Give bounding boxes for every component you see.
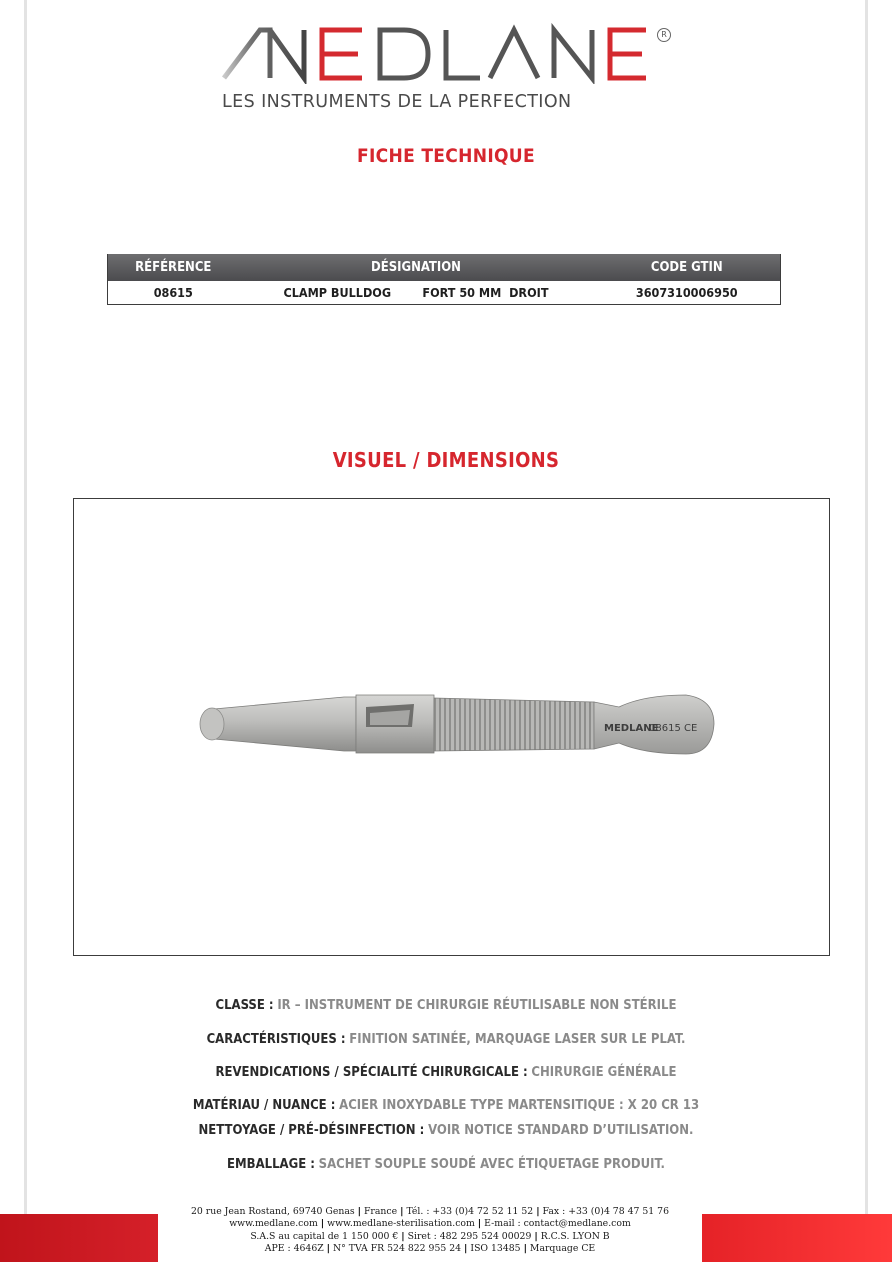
visuel-dimensions-title: VISUEL / DIMENSIONS bbox=[332, 448, 560, 472]
website-link[interactable]: www.medlane.com bbox=[229, 1218, 318, 1230]
footer-red-bar-left bbox=[0, 1214, 158, 1262]
email-link[interactable]: E-mail : contact@medlane.com bbox=[484, 1218, 631, 1230]
company-footer bbox=[158, 1206, 702, 1255]
spec-revendications: REVENDICATIONS / SPÉCIALITÉ CHIRURGICALE : CHIRURGIE GÉNÉRALE bbox=[215, 1065, 677, 1080]
cell-gtin: 3607310006950 bbox=[594, 281, 781, 305]
bulldog-clamp-image bbox=[74, 499, 829, 955]
fiche-technique-title: FICHE TECHNIQUE bbox=[357, 145, 535, 167]
cell-designation: CLAMP BULLDOG FORT 50 MM DROIT bbox=[239, 281, 594, 305]
engraving-brand: MEDLANE bbox=[604, 723, 659, 734]
table-header-row bbox=[108, 254, 781, 281]
medlane-wordmark bbox=[222, 22, 652, 84]
reference-table bbox=[107, 254, 781, 305]
footer-registration-line: APE : 4646Z | N° TVA FR 524 822 955 24 | ISO 13485 | Marquage CE bbox=[264, 1242, 596, 1254]
footer-red-bar-right bbox=[702, 1214, 892, 1262]
sterilisation-website-link[interactable]: www.medlane-sterilisation.com bbox=[327, 1218, 475, 1230]
spec-nettoyage: NETTOYAGE / PRÉ-DÉSINFECTION : VOIR NOTICE STANDARD D’UTILISATION. bbox=[198, 1123, 694, 1138]
spec-emballage: EMBALLAGE : SACHET SOUPLE SOUDÉ AVEC ÉTIQUETAGE PRODUIT. bbox=[227, 1157, 665, 1172]
header-reference: RÉFÉRENCE bbox=[108, 254, 239, 281]
registered-mark: R bbox=[657, 28, 671, 42]
footer-web-line: www.medlane.com | www.medlane-sterilisation.com | E-mail : contact@medlane.com bbox=[229, 1218, 631, 1230]
brand-tagline: LES INSTRUMENTS DE LA PERFECTION bbox=[222, 92, 572, 112]
header-designation: DÉSIGNATION bbox=[239, 254, 594, 281]
spec-materiau: MATÉRIAU / NUANCE : ACIER INOXYDABLE TYPE MARTENSITIQUE : X 20 CR 13 bbox=[192, 1098, 700, 1113]
cell-reference: 08615 bbox=[108, 281, 239, 305]
spec-caracteristiques: CARACTÉRISTIQUES : FINITION SATINÉE, MARQUAGE LASER SUR LE PLAT. bbox=[206, 1032, 686, 1047]
table-row bbox=[108, 281, 781, 305]
footer-address-line: 20 rue Jean Rostand, 69740 Genas | France | Tél. : +33 (0)4 72 52 11 52 | Fax : +33 (0)4 78 47 51 76 bbox=[191, 1206, 669, 1217]
spec-classe: CLASSE : IR – INSTRUMENT DE CHIRURGIE RÉUTILISABLE NON STÉRILE bbox=[215, 998, 677, 1013]
engraving-code: 08615 CE bbox=[649, 723, 698, 734]
product-visual-frame bbox=[73, 498, 830, 956]
footer-legal-line: S.A.S au capital de 1 150 000 € | Siret : 482 295 524 00029 | R.C.S. LYON B bbox=[250, 1230, 610, 1242]
header-gtin: CODE GTIN bbox=[594, 254, 781, 281]
medlane-logo bbox=[222, 22, 670, 112]
